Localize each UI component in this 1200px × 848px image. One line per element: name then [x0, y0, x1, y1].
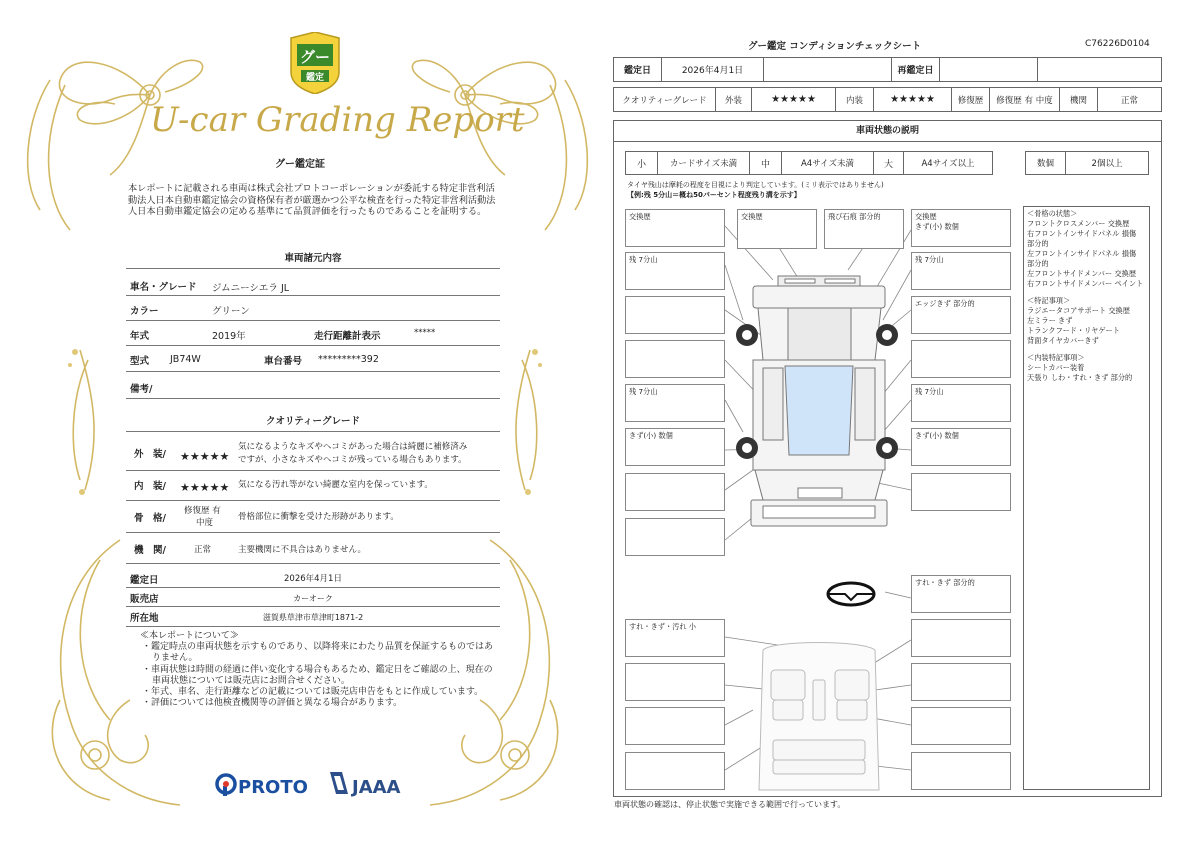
shop-value: カーオーク	[293, 594, 333, 603]
interior-box	[911, 752, 1011, 790]
notes-title: ≪本レポートについて≫	[140, 631, 239, 641]
damage-box: 交換歴	[625, 209, 725, 247]
damage-box: エッジきず 部分的	[911, 296, 1011, 334]
repair-value: 修復歴 有 中度	[990, 88, 1060, 111]
chassis-label: 車台番号	[264, 356, 303, 367]
damage-box: 残 7分山	[911, 252, 1011, 290]
proto-logo-icon	[217, 775, 308, 798]
address-value: 滋賀県草津市草津町1871-2	[262, 613, 364, 622]
legend-large: 大	[874, 152, 904, 174]
exterior-desc-1: 気になるようなキズやヘコミがあった場合は綺麗に補修済み	[238, 442, 468, 452]
vehicle-top-view-icon	[751, 276, 887, 526]
interior-box: すれ・きず 部分的	[911, 575, 1011, 613]
footer-logos	[210, 768, 410, 798]
damage-box: きず(小) 数個	[911, 428, 1011, 466]
qg-label: クオリティーグレード	[614, 88, 716, 111]
model-label: 型式	[130, 356, 150, 367]
badge-bottom-text: 鑑定	[305, 73, 325, 83]
inspection-date-value: 2026年4月1日	[284, 574, 342, 584]
chassis-value: *********392	[318, 354, 379, 365]
exterior-grade: ★★★★★	[180, 450, 230, 463]
quality-row	[613, 87, 1162, 112]
ext-label: 外装	[716, 88, 752, 111]
goo-kantei-badge-icon	[287, 32, 343, 94]
tire-note-2: 【例:残 5分山＝概ね50パーセント程度残り溝を示す】	[627, 191, 801, 199]
jaaa-logo-text: JAAA	[352, 777, 401, 798]
exterior-label: 外 装/	[134, 449, 166, 460]
note-item: ・車両状態は時間の経過に伴い変化する場合もあるため、鑑定日をご確認の上、現在の車両状態については販売店にお問合せください。	[142, 664, 493, 686]
side-note-line: 部分的	[1027, 239, 1049, 248]
model-value: JB74W	[170, 354, 201, 365]
note-item: ・年式、車名、走行距離などの記載については販売店申告をもとに作成しています。	[142, 687, 484, 698]
frame-grade-line2: 中度	[196, 518, 214, 528]
certificate-body: 本レポートに記載される車両は株式会社プロトコーポレーションが委託する特定非営利活動法人日本自動車鑑定協会の資格保有者が厳選かつ公平な検査を行った特定非営利活動法人日本自動車鑑定協会の定める基準にて品質評価を行ったものであることを証明する。	[128, 183, 496, 217]
tire-note-1: タイヤ残山は摩耗の程度を目視により判定しています。(ミリ表示ではありません)	[627, 181, 884, 189]
side-note-line: 左フロントサイドメンバー 交換歴	[1027, 269, 1137, 278]
interior-grade: ★★★★★	[180, 481, 230, 494]
interior-box: すれ・きず・汚れ 小	[625, 619, 725, 657]
interior-box	[911, 663, 1011, 701]
quality-title: クオリティーグレード	[265, 416, 361, 427]
damage-box-line: 交換歴	[915, 212, 937, 221]
car-name-label: 車名・グレード	[130, 282, 197, 293]
engine-grade: 正常	[194, 545, 212, 555]
side-note-line: シートカバー装着	[1027, 363, 1085, 372]
repair-label: 修復歴	[952, 88, 990, 111]
frame-label: 骨 格/	[134, 513, 166, 524]
damage-box: 交換歴	[737, 209, 817, 249]
side-note-line: 部分的	[1027, 259, 1049, 268]
damage-box	[625, 518, 725, 556]
badge-top-text: グー	[299, 48, 331, 66]
specs-title: 車両諸元内容	[284, 253, 342, 264]
inspection-date-label: 鑑定日	[130, 575, 159, 586]
date-label: 鑑定日	[614, 58, 662, 81]
count-legend	[1025, 151, 1149, 175]
address-label: 所在地	[130, 613, 159, 624]
side-notes	[1027, 209, 1155, 383]
side-note-line: 右フロントサイドメンバー ペイント	[1027, 279, 1144, 288]
condition-title: 車両状態の説明	[613, 120, 1162, 142]
side-note-line: 左フロントインサイドパネル 損傷	[1027, 249, 1137, 258]
interior-box	[625, 752, 725, 790]
damage-box	[625, 473, 725, 511]
document-id: C76226D0104	[1085, 39, 1150, 49]
note-item: ・鑑定時点の車両状態を示すものであり、以降将来にわたり品質を保証するものではありません。	[142, 642, 494, 664]
ext-value: ★★★★★	[752, 88, 836, 111]
sheet-title: グー鑑定 コンディションチェックシート	[748, 41, 922, 52]
side-note-line: ＜内装特記事項＞	[1027, 353, 1085, 362]
color-value: グリーン	[212, 306, 250, 317]
side-note-line: ＜特記事項＞	[1027, 296, 1071, 305]
redate-label: 再鑑定日	[892, 58, 940, 81]
redate-value	[940, 58, 1038, 81]
mileage-label: 走行距離計表示	[314, 331, 381, 342]
exterior-desc-2: ですが、小さなキズやヘコミが残っている場合もあります。	[238, 455, 467, 465]
year-label: 年式	[130, 331, 150, 342]
color-label: カラー	[130, 306, 159, 317]
shop-label: 販売店	[130, 594, 159, 605]
note-item: ・評価については他検査機関等の評価と異なる場合があります。	[142, 698, 403, 709]
side-note-line: トランクフード・リヤゲート	[1027, 326, 1120, 335]
damage-box: 残 7分山	[911, 384, 1011, 422]
damage-box	[911, 340, 1011, 378]
remarks-label: 備考/	[130, 384, 153, 395]
damage-box	[625, 296, 725, 334]
interior-box	[911, 619, 1011, 657]
interior-desc: 気になる汚れ等がない綺麗な室内を保っています。	[238, 480, 433, 490]
damage-box: きず(小) 数個	[625, 428, 725, 466]
engine-label: 機 関/	[134, 545, 166, 556]
engine-value: 正常	[1120, 95, 1138, 106]
side-note-line: フロントクロスメンバー 交換歴	[1027, 219, 1130, 228]
side-note-line: 左ミラー きず	[1027, 316, 1073, 325]
interior-label: 内 装/	[134, 481, 166, 492]
damage-box-line: きず(小) 数個	[915, 222, 959, 231]
report-notes	[140, 631, 500, 709]
damage-box	[911, 473, 1011, 511]
side-note-line: ラジエータコアサポート 交換歴	[1027, 306, 1130, 315]
year-value: 2019年	[212, 331, 246, 342]
interior-seats-icon	[759, 643, 879, 791]
engine-label: 機関	[1060, 88, 1098, 111]
legend-mid-desc: A4サイズ未満	[782, 152, 874, 174]
sheet-footer: 車両状態の確認は、停止状態で実施できる範囲で行っています。	[614, 800, 846, 809]
legend-mid: 中	[750, 152, 782, 174]
int-value: ★★★★★	[874, 88, 952, 111]
engine-desc: 主要機関に不具合はありません。	[238, 545, 367, 555]
interior-box	[625, 663, 725, 701]
proto-logo-text: PROTO	[238, 777, 308, 798]
side-note-line: 天張り しわ・すれ・きず 部分的	[1027, 373, 1133, 382]
int-label: 内装	[836, 88, 874, 111]
damage-box: 残 7分山	[625, 384, 725, 422]
date-row	[613, 57, 1162, 82]
frame-grade-line1: 修復歴 有	[184, 506, 221, 516]
damage-box: 飛び石痕 部分的	[824, 209, 904, 249]
jaaa-logo-icon	[330, 772, 401, 798]
damage-box	[625, 340, 725, 378]
damage-box: 残 7分山	[625, 252, 725, 290]
frame-desc: 骨格部位に衝撃を受けた形跡があります。	[238, 512, 399, 522]
steering-wheel-icon	[828, 583, 874, 605]
report-script-title: U-car Grading Report	[150, 100, 525, 140]
side-note-line: 右フロントインサイドパネル 損傷	[1027, 229, 1137, 238]
mileage-value: *****	[414, 328, 436, 338]
legend-count-desc: 2個以上	[1091, 159, 1123, 169]
size-legend	[625, 151, 993, 175]
interior-box	[625, 707, 725, 745]
legend-large-desc: A4サイズ以上	[921, 159, 975, 169]
certificate-title: グー鑑定証	[275, 159, 325, 170]
car-name-value: ジムニーシエラ JL	[212, 283, 290, 294]
legend-small-desc: カードサイズ未満	[658, 152, 750, 174]
date-value: 2026年4月1日	[662, 58, 764, 81]
side-note-line: 背面タイヤカバーきず	[1027, 336, 1099, 345]
interior-box	[911, 707, 1011, 745]
side-note-line: ＜骨格の状態＞	[1027, 209, 1078, 218]
legend-count: 数個	[1026, 152, 1066, 174]
damage-box	[911, 209, 1011, 247]
legend-small: 小	[626, 152, 658, 174]
